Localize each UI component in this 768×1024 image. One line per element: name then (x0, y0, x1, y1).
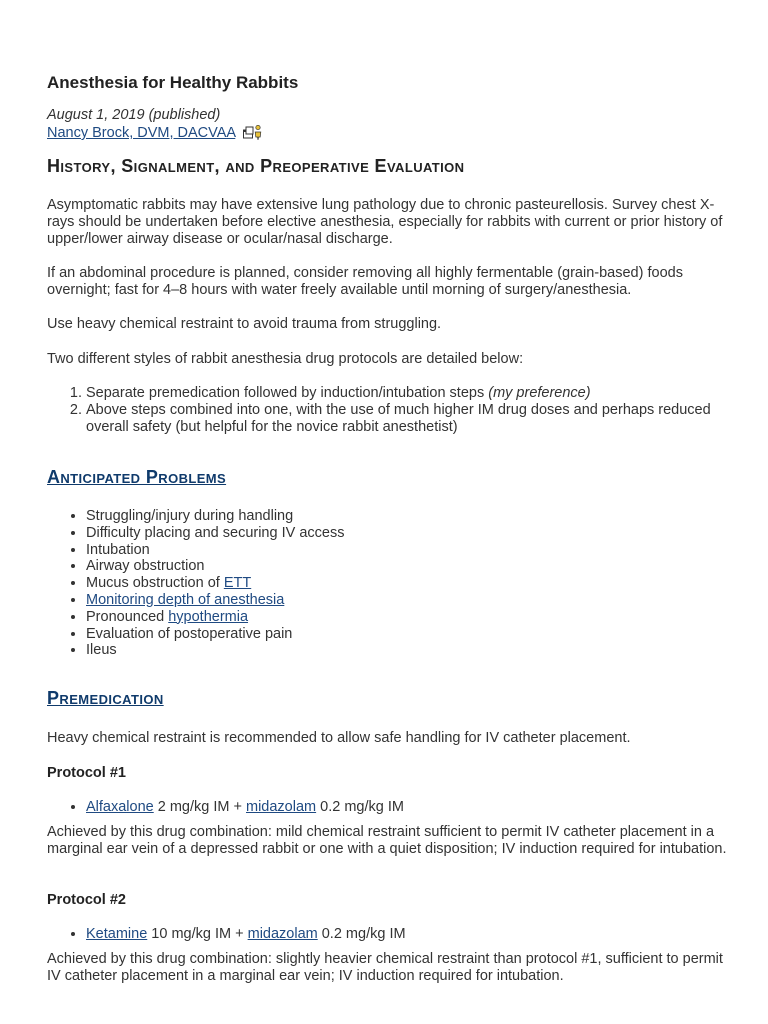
section-heading-premedication[interactable]: Premedication (47, 688, 164, 708)
midazolam-link[interactable]: midazolam (247, 926, 318, 942)
history-paragraph-2: If an abdominal procedure is planned, consider removing all highly fermentable (grain-based) foods overnight; fast for 4–8 hours with water freely available until morning of surgery/anesthesia. (47, 265, 683, 298)
list-item: • Ketamine 10 mg/kg IM + midazolam 0.2 mg/kg IM (86, 926, 727, 943)
list-item: • Ileus (86, 642, 727, 659)
protocol-1-label: Protocol #1 (47, 765, 126, 781)
list-item: • Difficulty placing and securing IV access (86, 525, 727, 542)
page-title: Anesthesia for Healthy Rabbits (47, 73, 299, 92)
list-item: • Airway obstruction (86, 558, 727, 575)
list-item: • Evaluation of postoperative pain (86, 626, 727, 643)
author-link[interactable]: Nancy Brock, DVM, DACVAA (47, 125, 236, 141)
list-item: • Mucus obstruction of ETT (86, 575, 727, 592)
protocol-1-drugs (47, 799, 727, 816)
protocol-2-label: Protocol #2 (47, 892, 126, 908)
hypothermia-link[interactable]: hypothermia (168, 608, 249, 625)
list-item: • Pronounced hypothermia (86, 609, 727, 626)
alfaxalone-link[interactable]: Alfaxalone (86, 799, 154, 815)
anticipated-problems-list (47, 508, 727, 659)
midazolam-link[interactable]: midazolam (246, 799, 317, 815)
section-heading-anticipated-problems[interactable]: Anticipated Problems (47, 467, 227, 487)
list-item: • Struggling/injury during handling (86, 508, 727, 525)
author-line (47, 124, 263, 145)
history-paragraph-4: Two different styles of rabbit anesthesia drug protocols are detailed below: (47, 351, 524, 367)
list-item: 2. Above steps combined into one, with the use of much higher IM drug doses and perhaps reduced overall safety (but helpful for the novice rabbit anesthetist) (86, 402, 727, 436)
history-paragraph-3: Use heavy chemical restraint to avoid trauma from struggling. (47, 316, 442, 332)
monitoring-depth-link[interactable]: Monitoring depth of anesthesia (86, 591, 285, 608)
list-item (86, 592, 727, 609)
ett-link[interactable]: ETT (223, 575, 252, 592)
publish-date: August 1, 2019 (published) (47, 107, 221, 123)
ketamine-link[interactable]: Ketamine (86, 926, 148, 942)
list-item: • Intubation (86, 542, 727, 559)
section-heading-history: History, Signalment, and Preoperative Evaluation (47, 156, 465, 176)
protocol-1-result: Achieved by this drug combination: mild chemical restraint sufficient to permit IV catheter placement in a marginal ear vein of a depressed rabbit or one with a quiet disposition; IV induction required for intubation. (47, 824, 727, 857)
protocol-styles-list (47, 385, 727, 435)
protocol-2-result: Achieved by this drug combination: slightly heavier chemical restraint than protocol #1, sufficient to permit IV catheter placement in a marginal ear vein; IV induction required for intubation. (47, 951, 723, 984)
protocol-2-drugs (47, 926, 727, 943)
list-item: • Alfaxalone 2 mg/kg IM + midazolam 0.2 mg/kg IM (86, 799, 727, 816)
list-item: 1. Separate premedication followed by induction/intubation steps (my preference) (86, 385, 727, 402)
premed-intro: Heavy chemical restraint is recommended to allow safe handling for IV catheter placement. (47, 730, 631, 746)
history-paragraph-1: Asymptomatic rabbits may have extensive lung pathology due to chronic pasteurellosis. Survey chest X-rays should be undertaken before elective anesthesia, especially for rabbits with current or prior history of upper/lower airway disease or ocular/nasal discharge. (47, 197, 723, 247)
author-profile-icon[interactable] (243, 124, 263, 145)
preference-note: (my preference) (488, 385, 591, 401)
